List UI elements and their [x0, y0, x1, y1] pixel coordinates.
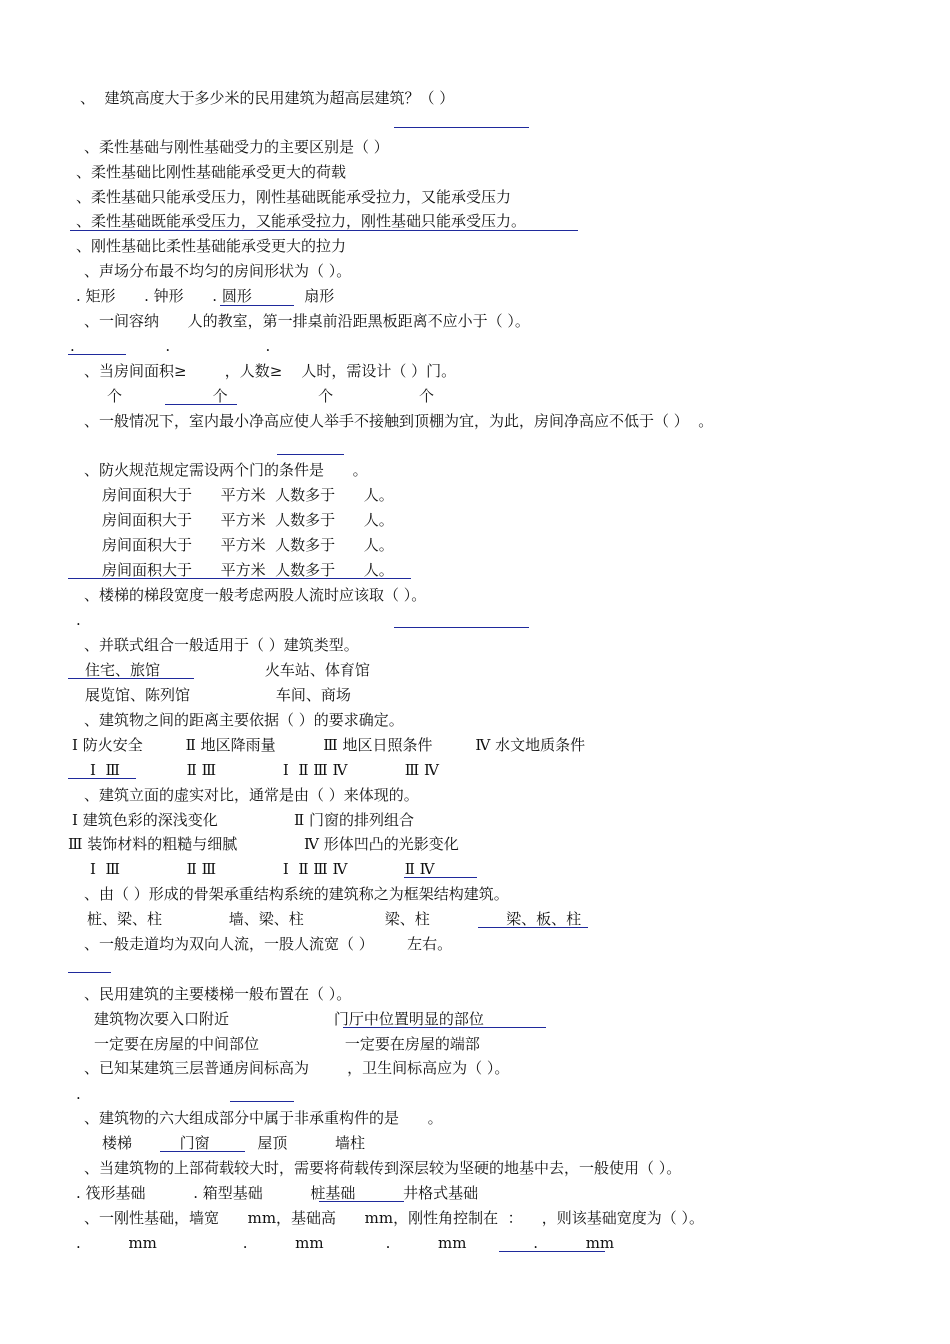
option-text: 、柔性基础比刚性基础能承受更大的荷载: [76, 163, 347, 181]
option-text: 房间面积大于 平方米 人数多于 人。: [102, 486, 394, 504]
q-text: 、楼梯的梯段宽度一般考虑两股人流时应该取（ ）。: [84, 586, 427, 604]
q-text: 、当房间面积≥ ，人数≥ 人时，需设计（ ）门。: [84, 362, 457, 380]
answer-underline: [404, 877, 477, 878]
q-text: 、柔性基础与刚性基础受力的主要区别是（ ）: [84, 138, 389, 156]
q-text: 、建筑物的六大组成部分中属于非承重构件的是 。: [84, 1109, 443, 1127]
option-text: . 矩形 . 钟形 . 圆形 扇形: [76, 287, 335, 305]
answer-underline: [68, 578, 411, 579]
option-text: Ⅰ 建筑色彩的深浅变化 Ⅱ 门窗的排列组合: [72, 811, 414, 829]
option-text: 桩、梁、柱 墙、梁、柱 梁、柱 梁、板、柱: [87, 910, 582, 928]
option-text: Ⅰ Ⅲ Ⅱ Ⅲ Ⅰ Ⅱ Ⅲ Ⅳ Ⅱ Ⅳ: [90, 860, 435, 878]
option-text: 建筑物次要入口附近 门厅中位置明显的部位: [94, 1010, 484, 1028]
answer-underline: [394, 127, 529, 128]
option-text: 个 个 个 个: [107, 387, 435, 405]
answer-underline: [277, 454, 344, 455]
option-text: 房间面积大于 平方米 人数多于 人。: [102, 511, 394, 529]
q-text: 、建筑物之间的距离主要依据（ ）的要求确定。: [84, 711, 404, 729]
q-text: 、一般情况下，室内最小净高应使人举手不接触到顶棚为宜，为此，房间净高应不低于（ ） 。: [84, 412, 714, 430]
option-text: 、柔性基础既能承受压力，又能承受拉力，刚性基础只能承受压力。: [76, 212, 527, 230]
answer-underline: [230, 1101, 294, 1102]
q-text: 、已知某建筑三层普通房间标高为 ，卫生间标高应为（ ）。: [84, 1059, 510, 1077]
option-text: .: [76, 1085, 81, 1103]
option-text: 一定要在房屋的中间部位 一定要在房屋的端部: [94, 1035, 480, 1053]
option-text: 房间面积大于 平方米 人数多于 人。: [102, 561, 394, 579]
option-text: . mm . mm . mm . mm: [76, 1234, 615, 1252]
answer-underline: [319, 1201, 404, 1202]
q-text: 、 建筑高度大于多少米的民用建筑为超高层建筑？（ ）: [80, 89, 455, 107]
answer-underline: [68, 678, 194, 679]
q-text: 、建筑立面的虚实对比，通常是由（ ）来体现的。: [84, 786, 419, 804]
answer-underline: [68, 778, 136, 779]
q-text: 、并联式组合一般适用于（ ）建筑类型。: [84, 636, 359, 654]
option-text: . . .: [70, 337, 271, 355]
option-text: Ⅲ 装饰材料的粗糙与细腻 Ⅳ 形体凹凸的光影变化: [68, 835, 459, 853]
answer-underline: [343, 1027, 546, 1028]
answer-underline: [499, 1251, 605, 1252]
answer-underline: [68, 354, 126, 355]
option-text: .: [76, 611, 81, 629]
q-text: 、由（ ）形成的骨架承重结构系统的建筑称之为框架结构建筑。: [84, 885, 509, 903]
option-text: 房间面积大于 平方米 人数多于 人。: [102, 536, 394, 554]
answer-underline: [165, 404, 237, 405]
answer-underline: [70, 230, 578, 231]
answer-underline: [160, 1151, 245, 1152]
q-text: 、声场分布最不均匀的房间形状为（ ）。: [84, 262, 352, 280]
q-text: 、一间容纳 人的教室，第一排桌前沿距黑板距离不应小于（ ）。: [84, 312, 530, 330]
option-text: 住宅、旅馆 火车站、体育馆: [85, 661, 370, 679]
option-text: 、柔性基础只能承受压力，刚性基础既能承受拉力，又能承受压力: [76, 188, 512, 206]
q-text: 、一刚性基础，墙宽 mm，基础高 mm，刚性角控制在 ： ，则该基础宽度为（ ）。: [84, 1209, 704, 1227]
q-text: 、当建筑物的上部荷载较大时，需要将荷载传到深层较为坚硬的地基中去，一般使用（ ）。: [84, 1159, 682, 1177]
option-text: 楼梯 门窗 屋顶 墙柱: [102, 1134, 366, 1152]
option-text: 展览馆、陈列馆 车间、商场: [85, 686, 351, 704]
q-text: 、一般走道均为双向人流，一股人流宽（ ） 左右。: [84, 935, 453, 953]
option-text: Ⅰ Ⅲ Ⅱ Ⅲ Ⅰ Ⅱ Ⅲ Ⅳ Ⅲ Ⅳ: [90, 761, 439, 779]
answer-underline: [68, 972, 111, 973]
option-text: Ⅰ 防火安全 Ⅱ 地区降雨量 Ⅲ 地区日照条件 Ⅳ 水文地质条件: [72, 736, 586, 754]
option-text: . 筏形基础 . 箱型基础 桩基础 井格式基础: [76, 1184, 479, 1202]
answer-underline: [478, 927, 588, 928]
answer-underline: [220, 305, 294, 306]
option-text: 、刚性基础比柔性基础能承受更大的拉力: [76, 237, 347, 255]
answer-underline: [394, 627, 529, 628]
q-text: 、防火规范规定需设两个门的条件是 。: [84, 461, 368, 479]
q-text: 、民用建筑的主要楼梯一般布置在（ ）。: [84, 985, 352, 1003]
